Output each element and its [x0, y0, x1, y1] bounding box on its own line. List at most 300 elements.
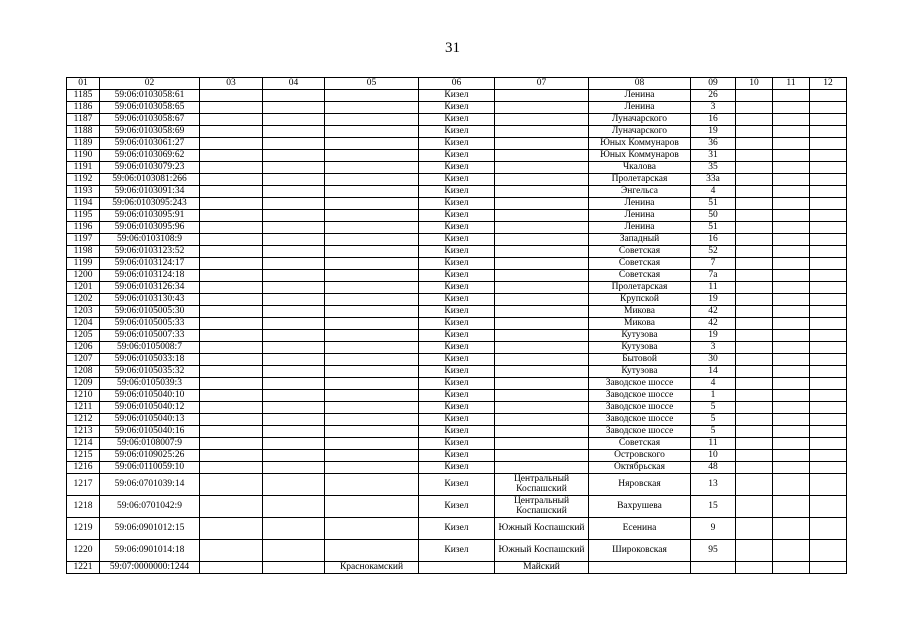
- table-cell: [495, 258, 589, 270]
- table-cell: 14: [691, 366, 736, 378]
- table-cell: [263, 114, 325, 126]
- table-cell: 59:06:0103126:34: [100, 282, 200, 294]
- table-cell: [263, 474, 325, 496]
- table-row: [67, 114, 847, 126]
- table-cell: [736, 150, 773, 162]
- table-cell: 4: [691, 378, 736, 390]
- table-cell: Кизел: [419, 318, 495, 330]
- table-cell: 11: [691, 282, 736, 294]
- table-cell: [200, 462, 263, 474]
- table-cell: [736, 126, 773, 138]
- table-cell: 16: [691, 234, 736, 246]
- table-cell: [325, 318, 419, 330]
- table-row: [67, 174, 847, 186]
- table-cell: [325, 366, 419, 378]
- table-cell: [325, 138, 419, 150]
- table-row: [67, 150, 847, 162]
- table-cell: [736, 294, 773, 306]
- table-cell: 59:06:0105008:7: [100, 342, 200, 354]
- table-cell: 1187: [67, 114, 100, 126]
- table-cell: [263, 330, 325, 342]
- table-cell: [263, 162, 325, 174]
- table-cell: [263, 174, 325, 186]
- table-cell: [736, 390, 773, 402]
- table-cell: [773, 438, 810, 450]
- table-cell: [200, 198, 263, 210]
- table-cell: [325, 438, 419, 450]
- table-cell: [773, 306, 810, 318]
- table-cell: 59:06:0103058:61: [100, 90, 200, 102]
- table-cell: 31: [691, 150, 736, 162]
- table-cell: [200, 426, 263, 438]
- table-cell: 59:06:0103124:17: [100, 258, 200, 270]
- table-cell: [810, 402, 847, 414]
- table-cell: 1186: [67, 102, 100, 114]
- table-cell: [736, 162, 773, 174]
- table-cell: Кутузова: [589, 342, 691, 354]
- table-cell: [325, 210, 419, 222]
- table-cell: 1190: [67, 150, 100, 162]
- table-cell: 59:06:0103130:43: [100, 294, 200, 306]
- table-cell: [263, 354, 325, 366]
- table-cell: Кизел: [419, 222, 495, 234]
- table-cell: 95: [691, 540, 736, 562]
- table-cell: Бытовой: [589, 354, 691, 366]
- table-cell: [495, 246, 589, 258]
- table-row: [67, 462, 847, 474]
- table-cell: [495, 330, 589, 342]
- table-cell: [773, 342, 810, 354]
- table-cell: 1203: [67, 306, 100, 318]
- table-cell: [200, 390, 263, 402]
- table-cell: [736, 102, 773, 114]
- table-row: [67, 222, 847, 234]
- table-cell: [200, 540, 263, 562]
- table-cell: [773, 562, 810, 574]
- table-cell: [736, 450, 773, 462]
- table-cell: [736, 258, 773, 270]
- table-cell: Центральный Коспашский: [495, 474, 589, 496]
- table-cell: 59:07:0000000:1244: [100, 562, 200, 574]
- table-row: [67, 330, 847, 342]
- table-cell: 1210: [67, 390, 100, 402]
- table-row: [67, 186, 847, 198]
- table-cell: 52: [691, 246, 736, 258]
- table-cell: [495, 318, 589, 330]
- table-cell: [773, 450, 810, 462]
- table-cell: [810, 474, 847, 496]
- table-cell: [773, 366, 810, 378]
- table-cell: [200, 402, 263, 414]
- table-cell: [736, 318, 773, 330]
- table-cell: [200, 138, 263, 150]
- table-cell: [495, 342, 589, 354]
- table-cell: [325, 258, 419, 270]
- table-cell: [325, 150, 419, 162]
- table-cell: Кизел: [419, 414, 495, 426]
- table-cell: [736, 282, 773, 294]
- table-cell: 59:06:0105035:32: [100, 366, 200, 378]
- table-cell: [773, 174, 810, 186]
- table-cell: [495, 402, 589, 414]
- table-cell: [773, 294, 810, 306]
- column-header: 11: [773, 78, 810, 90]
- table-cell: [810, 186, 847, 198]
- table-cell: [325, 330, 419, 342]
- table-cell: [810, 450, 847, 462]
- column-header: 02: [100, 78, 200, 90]
- table-cell: [810, 246, 847, 258]
- table-cell: [736, 438, 773, 450]
- table-cell: [200, 102, 263, 114]
- table-cell: 50: [691, 210, 736, 222]
- table-cell: Южный Коспашский: [495, 540, 589, 562]
- table-cell: Кизел: [419, 126, 495, 138]
- table-cell: Кизел: [419, 518, 495, 540]
- table-cell: [495, 426, 589, 438]
- table-cell: Кизел: [419, 246, 495, 258]
- table-cell: 59:06:0110059:10: [100, 462, 200, 474]
- table-cell: [736, 540, 773, 562]
- table-cell: [810, 114, 847, 126]
- table-cell: [263, 438, 325, 450]
- table-cell: [495, 450, 589, 462]
- table-cell: 1204: [67, 318, 100, 330]
- table-cell: 59:06:0105039:3: [100, 378, 200, 390]
- table-row: [67, 414, 847, 426]
- table-cell: [773, 198, 810, 210]
- table-row: [67, 198, 847, 210]
- header-row: [67, 78, 847, 90]
- table-cell: [810, 540, 847, 562]
- table-row: [67, 438, 847, 450]
- table-cell: [810, 562, 847, 574]
- table-cell: [810, 306, 847, 318]
- table-cell: [263, 518, 325, 540]
- table-cell: 1215: [67, 450, 100, 462]
- table-cell: [773, 318, 810, 330]
- table-cell: 59:06:0105005:33: [100, 318, 200, 330]
- table-cell: [736, 496, 773, 518]
- table-cell: Кизел: [419, 150, 495, 162]
- table-cell: [200, 438, 263, 450]
- table-cell: 11: [691, 438, 736, 450]
- table-cell: 1193: [67, 186, 100, 198]
- table-cell: [495, 102, 589, 114]
- table-row: [67, 354, 847, 366]
- table-cell: 1199: [67, 258, 100, 270]
- table-cell: [773, 330, 810, 342]
- table-cell: 36: [691, 138, 736, 150]
- table-cell: 1191: [67, 162, 100, 174]
- table-cell: 59:06:0105040:10: [100, 390, 200, 402]
- table-cell: [736, 306, 773, 318]
- table-cell: [263, 540, 325, 562]
- table-cell: [200, 186, 263, 198]
- table-cell: 42: [691, 306, 736, 318]
- table-cell: [263, 318, 325, 330]
- table-row: [67, 210, 847, 222]
- table-row: [67, 496, 847, 518]
- table-cell: 59:06:0701039:14: [100, 474, 200, 496]
- registry-table: [66, 77, 847, 574]
- table-row: [67, 102, 847, 114]
- table-cell: [773, 114, 810, 126]
- table-cell: [810, 496, 847, 518]
- table-cell: 59:06:0103058:69: [100, 126, 200, 138]
- table-cell: Кутузова: [589, 366, 691, 378]
- table-cell: Крупской: [589, 294, 691, 306]
- column-header: 08: [589, 78, 691, 90]
- table-cell: [263, 246, 325, 258]
- table-cell: [325, 402, 419, 414]
- table-cell: [736, 378, 773, 390]
- table-cell: [263, 222, 325, 234]
- table-cell: Южный Коспашский: [495, 518, 589, 540]
- table-cell: Микова: [589, 306, 691, 318]
- table-cell: Ленина: [589, 198, 691, 210]
- table-row: [67, 450, 847, 462]
- table-cell: [263, 450, 325, 462]
- table-cell: [325, 90, 419, 102]
- table-cell: [325, 222, 419, 234]
- column-header: 03: [200, 78, 263, 90]
- table-row: [67, 366, 847, 378]
- table-cell: 59:06:0103069:62: [100, 150, 200, 162]
- table-cell: [325, 234, 419, 246]
- table-cell: [773, 518, 810, 540]
- table-cell: [736, 426, 773, 438]
- table-cell: [263, 198, 325, 210]
- table-cell: 35: [691, 162, 736, 174]
- table-cell: [810, 102, 847, 114]
- table-row: [67, 318, 847, 330]
- table-cell: [773, 126, 810, 138]
- table-cell: 1221: [67, 562, 100, 574]
- table-cell: [325, 246, 419, 258]
- table-cell: 4: [691, 186, 736, 198]
- table-cell: 1201: [67, 282, 100, 294]
- table-cell: [773, 474, 810, 496]
- table-row: [67, 282, 847, 294]
- table-cell: [773, 234, 810, 246]
- table-cell: [200, 330, 263, 342]
- table-cell: 3: [691, 342, 736, 354]
- table-cell: [495, 126, 589, 138]
- table-cell: [495, 114, 589, 126]
- table-cell: [773, 222, 810, 234]
- table-cell: [773, 390, 810, 402]
- table-cell: 59:06:0105007:33: [100, 330, 200, 342]
- table-cell: 1196: [67, 222, 100, 234]
- table-cell: [736, 518, 773, 540]
- table-cell: [325, 186, 419, 198]
- table-cell: Кизел: [419, 90, 495, 102]
- table-row: [67, 246, 847, 258]
- table-cell: 59:06:0103124:18: [100, 270, 200, 282]
- table-cell: [263, 258, 325, 270]
- table-cell: [263, 426, 325, 438]
- table-cell: 59:06:0103095:96: [100, 222, 200, 234]
- table-cell: 59:06:0105033:18: [100, 354, 200, 366]
- table-cell: Широковская: [589, 540, 691, 562]
- table-cell: [736, 234, 773, 246]
- table-cell: [810, 150, 847, 162]
- table-cell: 59:06:0103095:243: [100, 198, 200, 210]
- table-cell: [495, 366, 589, 378]
- table-cell: [263, 294, 325, 306]
- table-cell: 1185: [67, 90, 100, 102]
- table-cell: [325, 496, 419, 518]
- table-cell: Юных Коммунаров: [589, 150, 691, 162]
- table-cell: [773, 162, 810, 174]
- table-cell: [325, 474, 419, 496]
- table-cell: 59:06:0901012:15: [100, 518, 200, 540]
- table-row: [67, 90, 847, 102]
- table-cell: [736, 138, 773, 150]
- table-cell: 1195: [67, 210, 100, 222]
- table-cell: [200, 342, 263, 354]
- table-cell: Советская: [589, 438, 691, 450]
- table-cell: 5: [691, 402, 736, 414]
- table-cell: Кизел: [419, 258, 495, 270]
- table-cell: Есенина: [589, 518, 691, 540]
- table-row: [67, 402, 847, 414]
- table-cell: 1213: [67, 426, 100, 438]
- table-cell: [263, 390, 325, 402]
- table-cell: 1192: [67, 174, 100, 186]
- table-cell: Октябрьская: [589, 462, 691, 474]
- table-cell: 59:06:0103058:65: [100, 102, 200, 114]
- table-cell: Кизел: [419, 294, 495, 306]
- table-cell: [200, 282, 263, 294]
- table-cell: Кизел: [419, 282, 495, 294]
- table-cell: [200, 114, 263, 126]
- table-cell: [773, 270, 810, 282]
- table-cell: [736, 354, 773, 366]
- table-cell: 48: [691, 462, 736, 474]
- table-cell: [736, 270, 773, 282]
- registry-body: [67, 90, 847, 574]
- table-cell: [773, 282, 810, 294]
- table-cell: Кизел: [419, 462, 495, 474]
- table-cell: 59:06:0103108:9: [100, 234, 200, 246]
- table-cell: [773, 150, 810, 162]
- table-cell: [325, 354, 419, 366]
- table-cell: [200, 414, 263, 426]
- table-cell: [736, 330, 773, 342]
- table-cell: 42: [691, 318, 736, 330]
- table-cell: 59:06:0901014:18: [100, 540, 200, 562]
- table-cell: 3: [691, 102, 736, 114]
- column-header: 12: [810, 78, 847, 90]
- table-cell: [200, 496, 263, 518]
- table-cell: 59:06:0103079:23: [100, 162, 200, 174]
- table-cell: [325, 306, 419, 318]
- table-cell: [200, 366, 263, 378]
- table-cell: Советская: [589, 258, 691, 270]
- table-cell: [495, 162, 589, 174]
- table-cell: [810, 258, 847, 270]
- table-cell: 59:06:0105005:30: [100, 306, 200, 318]
- table-cell: [263, 342, 325, 354]
- table-cell: Советская: [589, 270, 691, 282]
- table-cell: Кизел: [419, 198, 495, 210]
- table-cell: [325, 414, 419, 426]
- table-cell: [495, 294, 589, 306]
- table-cell: Пролетарская: [589, 174, 691, 186]
- table-cell: Кизел: [419, 174, 495, 186]
- table-row: [67, 426, 847, 438]
- table-cell: [200, 174, 263, 186]
- table-cell: [495, 222, 589, 234]
- table-cell: 15: [691, 496, 736, 518]
- table-cell: 59:06:0103091:34: [100, 186, 200, 198]
- table-cell: Кизел: [419, 438, 495, 450]
- table-cell: 59:06:0103095:91: [100, 210, 200, 222]
- table-cell: Кизел: [419, 426, 495, 438]
- table-cell: Микова: [589, 318, 691, 330]
- table-cell: [263, 306, 325, 318]
- table-cell: Кизел: [419, 378, 495, 390]
- table-cell: [810, 126, 847, 138]
- table-cell: [263, 414, 325, 426]
- table-row: [67, 258, 847, 270]
- table-cell: [810, 222, 847, 234]
- table-cell: [263, 496, 325, 518]
- table-cell: 1197: [67, 234, 100, 246]
- table-cell: [263, 378, 325, 390]
- table-cell: Луначарского: [589, 114, 691, 126]
- table-cell: [773, 414, 810, 426]
- table-cell: [736, 114, 773, 126]
- table-cell: Островского: [589, 450, 691, 462]
- table-cell: 7а: [691, 270, 736, 282]
- table-cell: [773, 258, 810, 270]
- table-cell: [325, 540, 419, 562]
- table-cell: [263, 402, 325, 414]
- table-cell: [810, 414, 847, 426]
- table-cell: 1189: [67, 138, 100, 150]
- table-cell: [495, 174, 589, 186]
- table-row: [67, 162, 847, 174]
- table-cell: [773, 210, 810, 222]
- table-cell: [810, 294, 847, 306]
- table-cell: [263, 282, 325, 294]
- table-cell: 1206: [67, 342, 100, 354]
- table-cell: [200, 258, 263, 270]
- table-cell: [736, 90, 773, 102]
- table-cell: 59:06:0105040:12: [100, 402, 200, 414]
- table-cell: 9: [691, 518, 736, 540]
- table-cell: [810, 234, 847, 246]
- table-row: [67, 270, 847, 282]
- table-cell: Кизел: [419, 450, 495, 462]
- table-cell: Кизел: [419, 210, 495, 222]
- table-cell: [325, 450, 419, 462]
- table-cell: Ленина: [589, 90, 691, 102]
- table-cell: 51: [691, 222, 736, 234]
- table-cell: [736, 210, 773, 222]
- table-cell: [200, 210, 263, 222]
- table-cell: [263, 138, 325, 150]
- table-cell: [200, 90, 263, 102]
- table-cell: 1220: [67, 540, 100, 562]
- table-cell: [773, 496, 810, 518]
- table-cell: [773, 402, 810, 414]
- table-cell: [773, 90, 810, 102]
- table-cell: Юных Коммунаров: [589, 138, 691, 150]
